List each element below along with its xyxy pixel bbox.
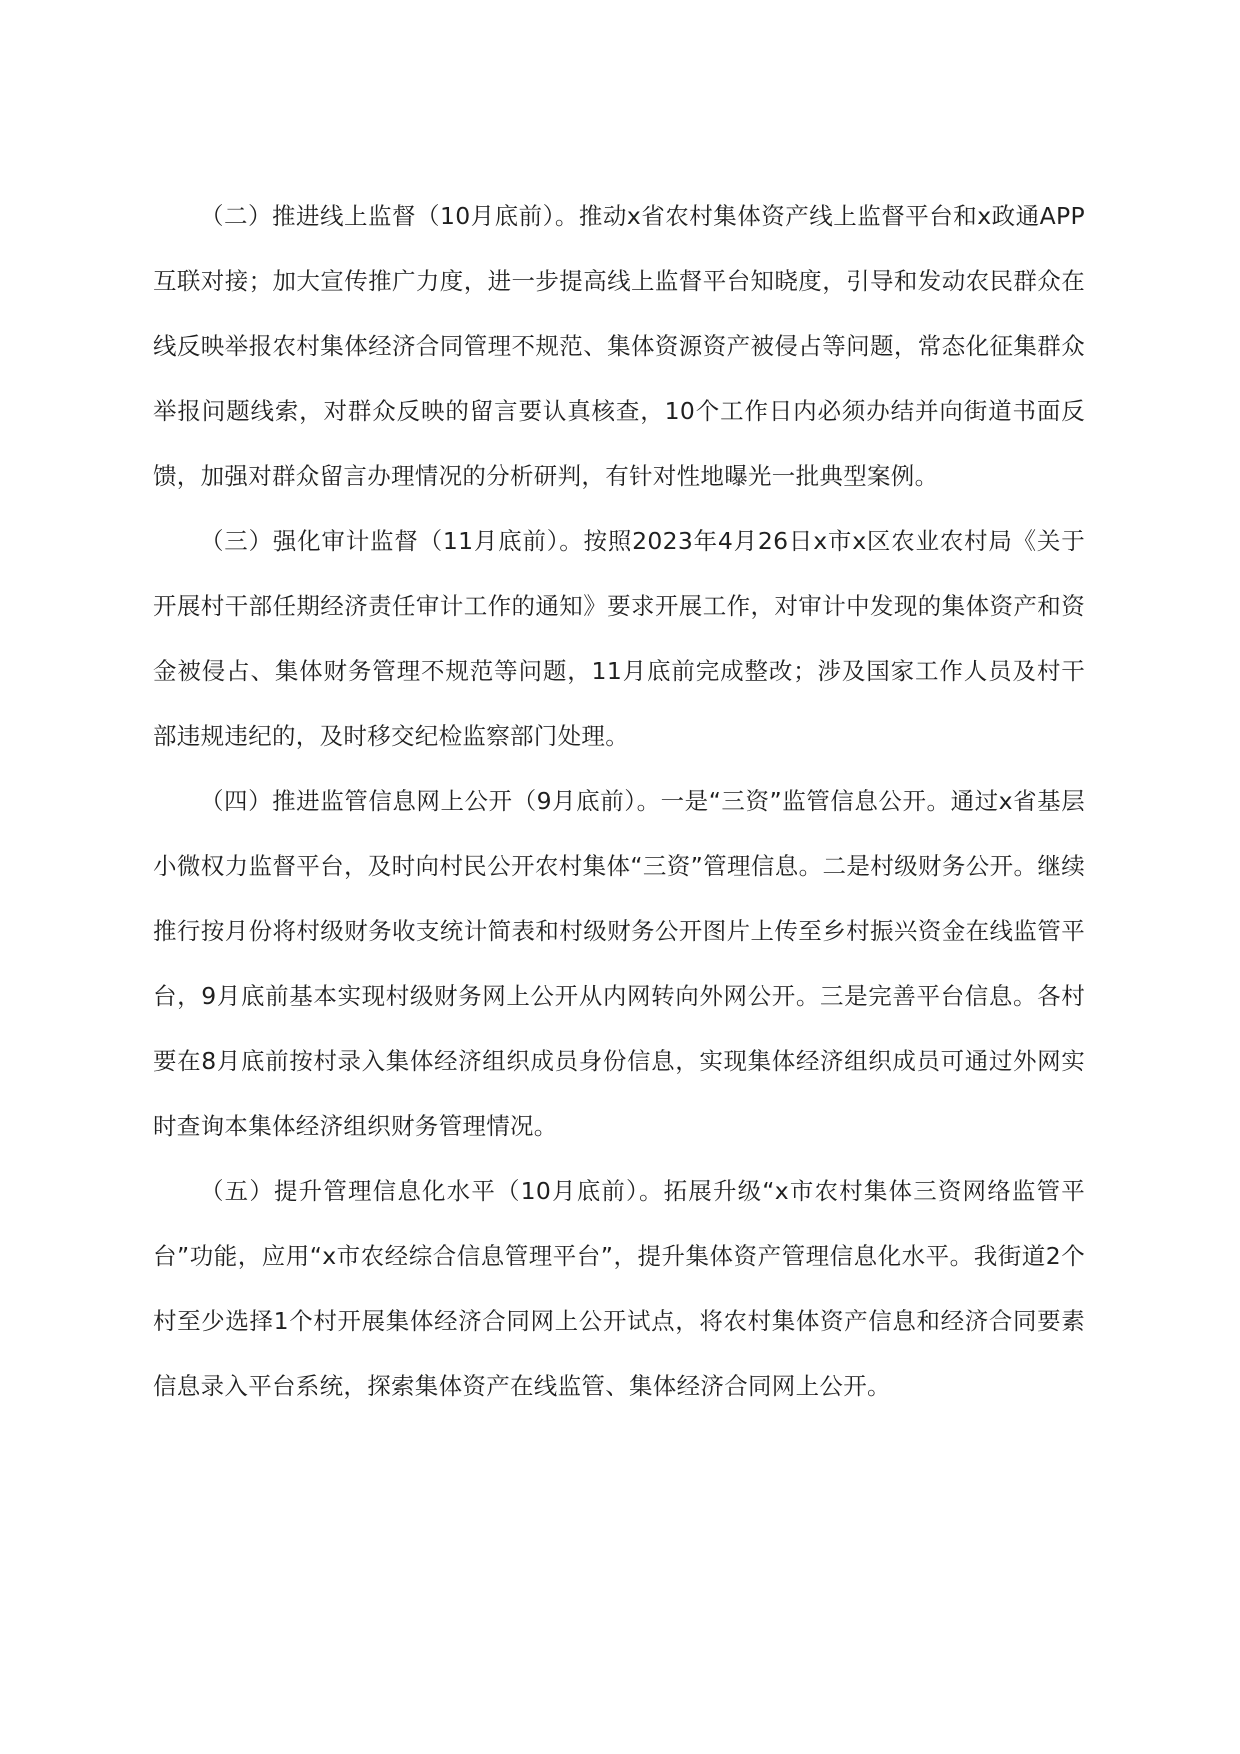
- paragraph-online-supervision: （二）推进线上监督（10月底前）。推动x省农村集体资产线上监督平台和x政通APP互联对接；加大宣传推广力度，进一步提高线上监督平台知晓度，引导和发动农民群众在线反映举报农村集体经济合同管理不规范、集体资源资产被侵占等问题，常态化征集群众举报问题线索，对群众反映的留言要认真核查，10个工作日内必须办结并向街道书面反馈，加强对群众留言办理情况的分析研判，有针对性地曝光一批典型案例。: [153, 202, 1085, 490]
- paragraph-informatization-level: （五）提升管理信息化水平（10月底前）。拓展升级“x市农村集体三资网络监管平台”功能，应用“x市农经综合信息管理平台”，提升集体资产管理信息化水平。我街道2个村至少选择1个村开展集体经济合同网上公开试点，将农村集体资产信息和经济合同要素信息录入平台系统，探索集体资产在线监管、集体经济合同网上公开。: [153, 1177, 1085, 1400]
- document-body: [153, 184, 1085, 1419]
- paragraph-audit-supervision: （三）强化审计监督（11月底前）。按照2023年4月26日x市x区农业农村局《关于开展村干部任期经济责任审计工作的通知》要求开展工作，对审计中发现的集体资产和资金被侵占、集体财务管理不规范等问题，11月底前完成整改；涉及国家工作人员及村干部违规违纪的，及时移交纪检监察部门处理。: [153, 527, 1085, 750]
- paragraph-information-disclosure: （四）推进监管信息网上公开（9月底前）。一是“三资”监管信息公开。通过x省基层小微权力监督平台，及时向村民公开农村集体“三资”管理信息。二是村级财务公开。继续推行按月份将村级财务收支统计简表和村级财务公开图片上传至乡村振兴资金在线监管平台，9月底前基本实现村级财务网上公开从内网转向外网公开。三是完善平台信息。各村要在8月底前按村录入集体经济组织成员身份信息，实现集体经济组织成员可通过外网实时查询本集体经济组织财务管理情况。: [153, 787, 1085, 1140]
